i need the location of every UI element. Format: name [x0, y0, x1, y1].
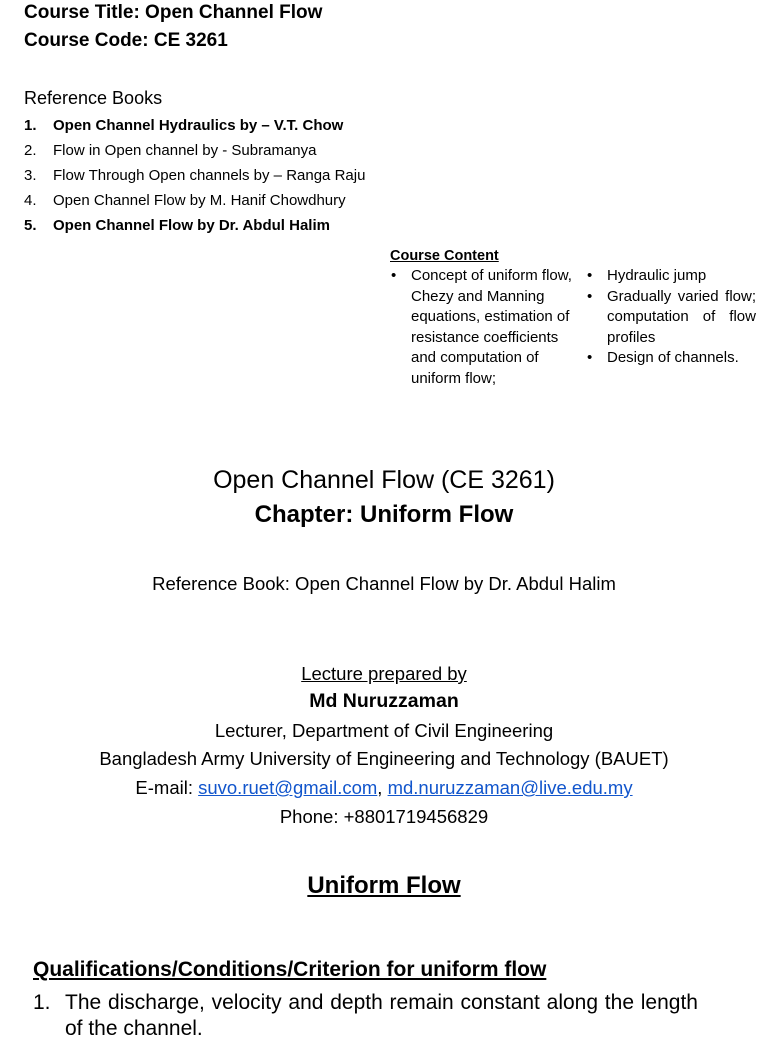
course-code: Course Code: CE 3261 [24, 30, 228, 51]
list-number: 1. [33, 991, 51, 1014]
reference-book-text: Flow Through Open channels by – Ranga Raju [53, 167, 366, 184]
email-line [0, 777, 768, 799]
reference-book-item [24, 141, 365, 166]
lecture-reference-book: Reference Book: Open Channel Flow by Dr. Abdul Halim [152, 573, 616, 594]
reference-book-text: Open Channel Hydraulics by – V.T. Chow [53, 117, 344, 134]
condition-item [33, 990, 698, 1042]
course-content-item: • Design of channels. [586, 348, 756, 369]
course-content-column-1 [390, 266, 580, 389]
author-name: Md Nuruzzaman [309, 690, 459, 712]
prepared-by-label: Lecture prepared by [301, 663, 467, 684]
lecture-title: Open Channel Flow (CE 3261) [213, 466, 555, 494]
course-content-item: • Hydraulic jump [586, 266, 756, 287]
list-number: 4. [24, 192, 37, 209]
reference-book-item [24, 166, 365, 191]
email-separator: , [377, 777, 388, 798]
email-link-2[interactable]: md.nuruzzaman@live.edu.my [387, 777, 633, 798]
author-position: Lecturer, Department of Civil Engineering [214, 720, 554, 741]
email-label: E-mail: [135, 777, 199, 798]
reference-book-item [24, 191, 365, 216]
reference-books-heading: Reference Books [24, 88, 163, 108]
reference-book-item [24, 116, 365, 141]
chapter-title: Chapter: Uniform Flow [254, 501, 514, 528]
course-content-item: • Gradually varied flow; computation of flow profiles [586, 287, 756, 349]
section-heading: Uniform Flow [307, 872, 461, 899]
reference-book-text: Open Channel Flow by Dr. Abdul Halim [53, 217, 330, 234]
list-number: 2. [24, 142, 37, 159]
reference-book-item [24, 216, 365, 241]
section-subheading: Qualifications/Conditions/Criterion for uniform flow [33, 958, 547, 981]
condition-text: The discharge, velocity and depth remain constant along the length of the channel. [65, 991, 698, 1040]
course-title: Course Title: Open Channel Flow [24, 2, 323, 23]
reference-book-text: Flow in Open channel by - Subramanya [53, 142, 317, 159]
course-content-item: • Concept of uniform flow, Chezy and Manning equations, estimation of resistance coefficients and computation of uniform flow; [390, 266, 580, 389]
course-content-column-2 [586, 266, 756, 369]
email-link-1[interactable]: suvo.ruet@gmail.com [198, 777, 378, 798]
list-number: 3. [24, 167, 37, 184]
author-institution: Bangladesh Army University of Engineering and Technology (BAUET) [99, 748, 669, 769]
reference-books-list [24, 116, 365, 241]
list-number: 5. [24, 217, 37, 234]
reference-book-text: Open Channel Flow by M. Hanif Chowdhury [53, 192, 346, 209]
course-content-heading: Course Content [390, 248, 499, 264]
list-number: 1. [24, 117, 37, 134]
phone-line: Phone: +8801719456829 [279, 806, 489, 827]
